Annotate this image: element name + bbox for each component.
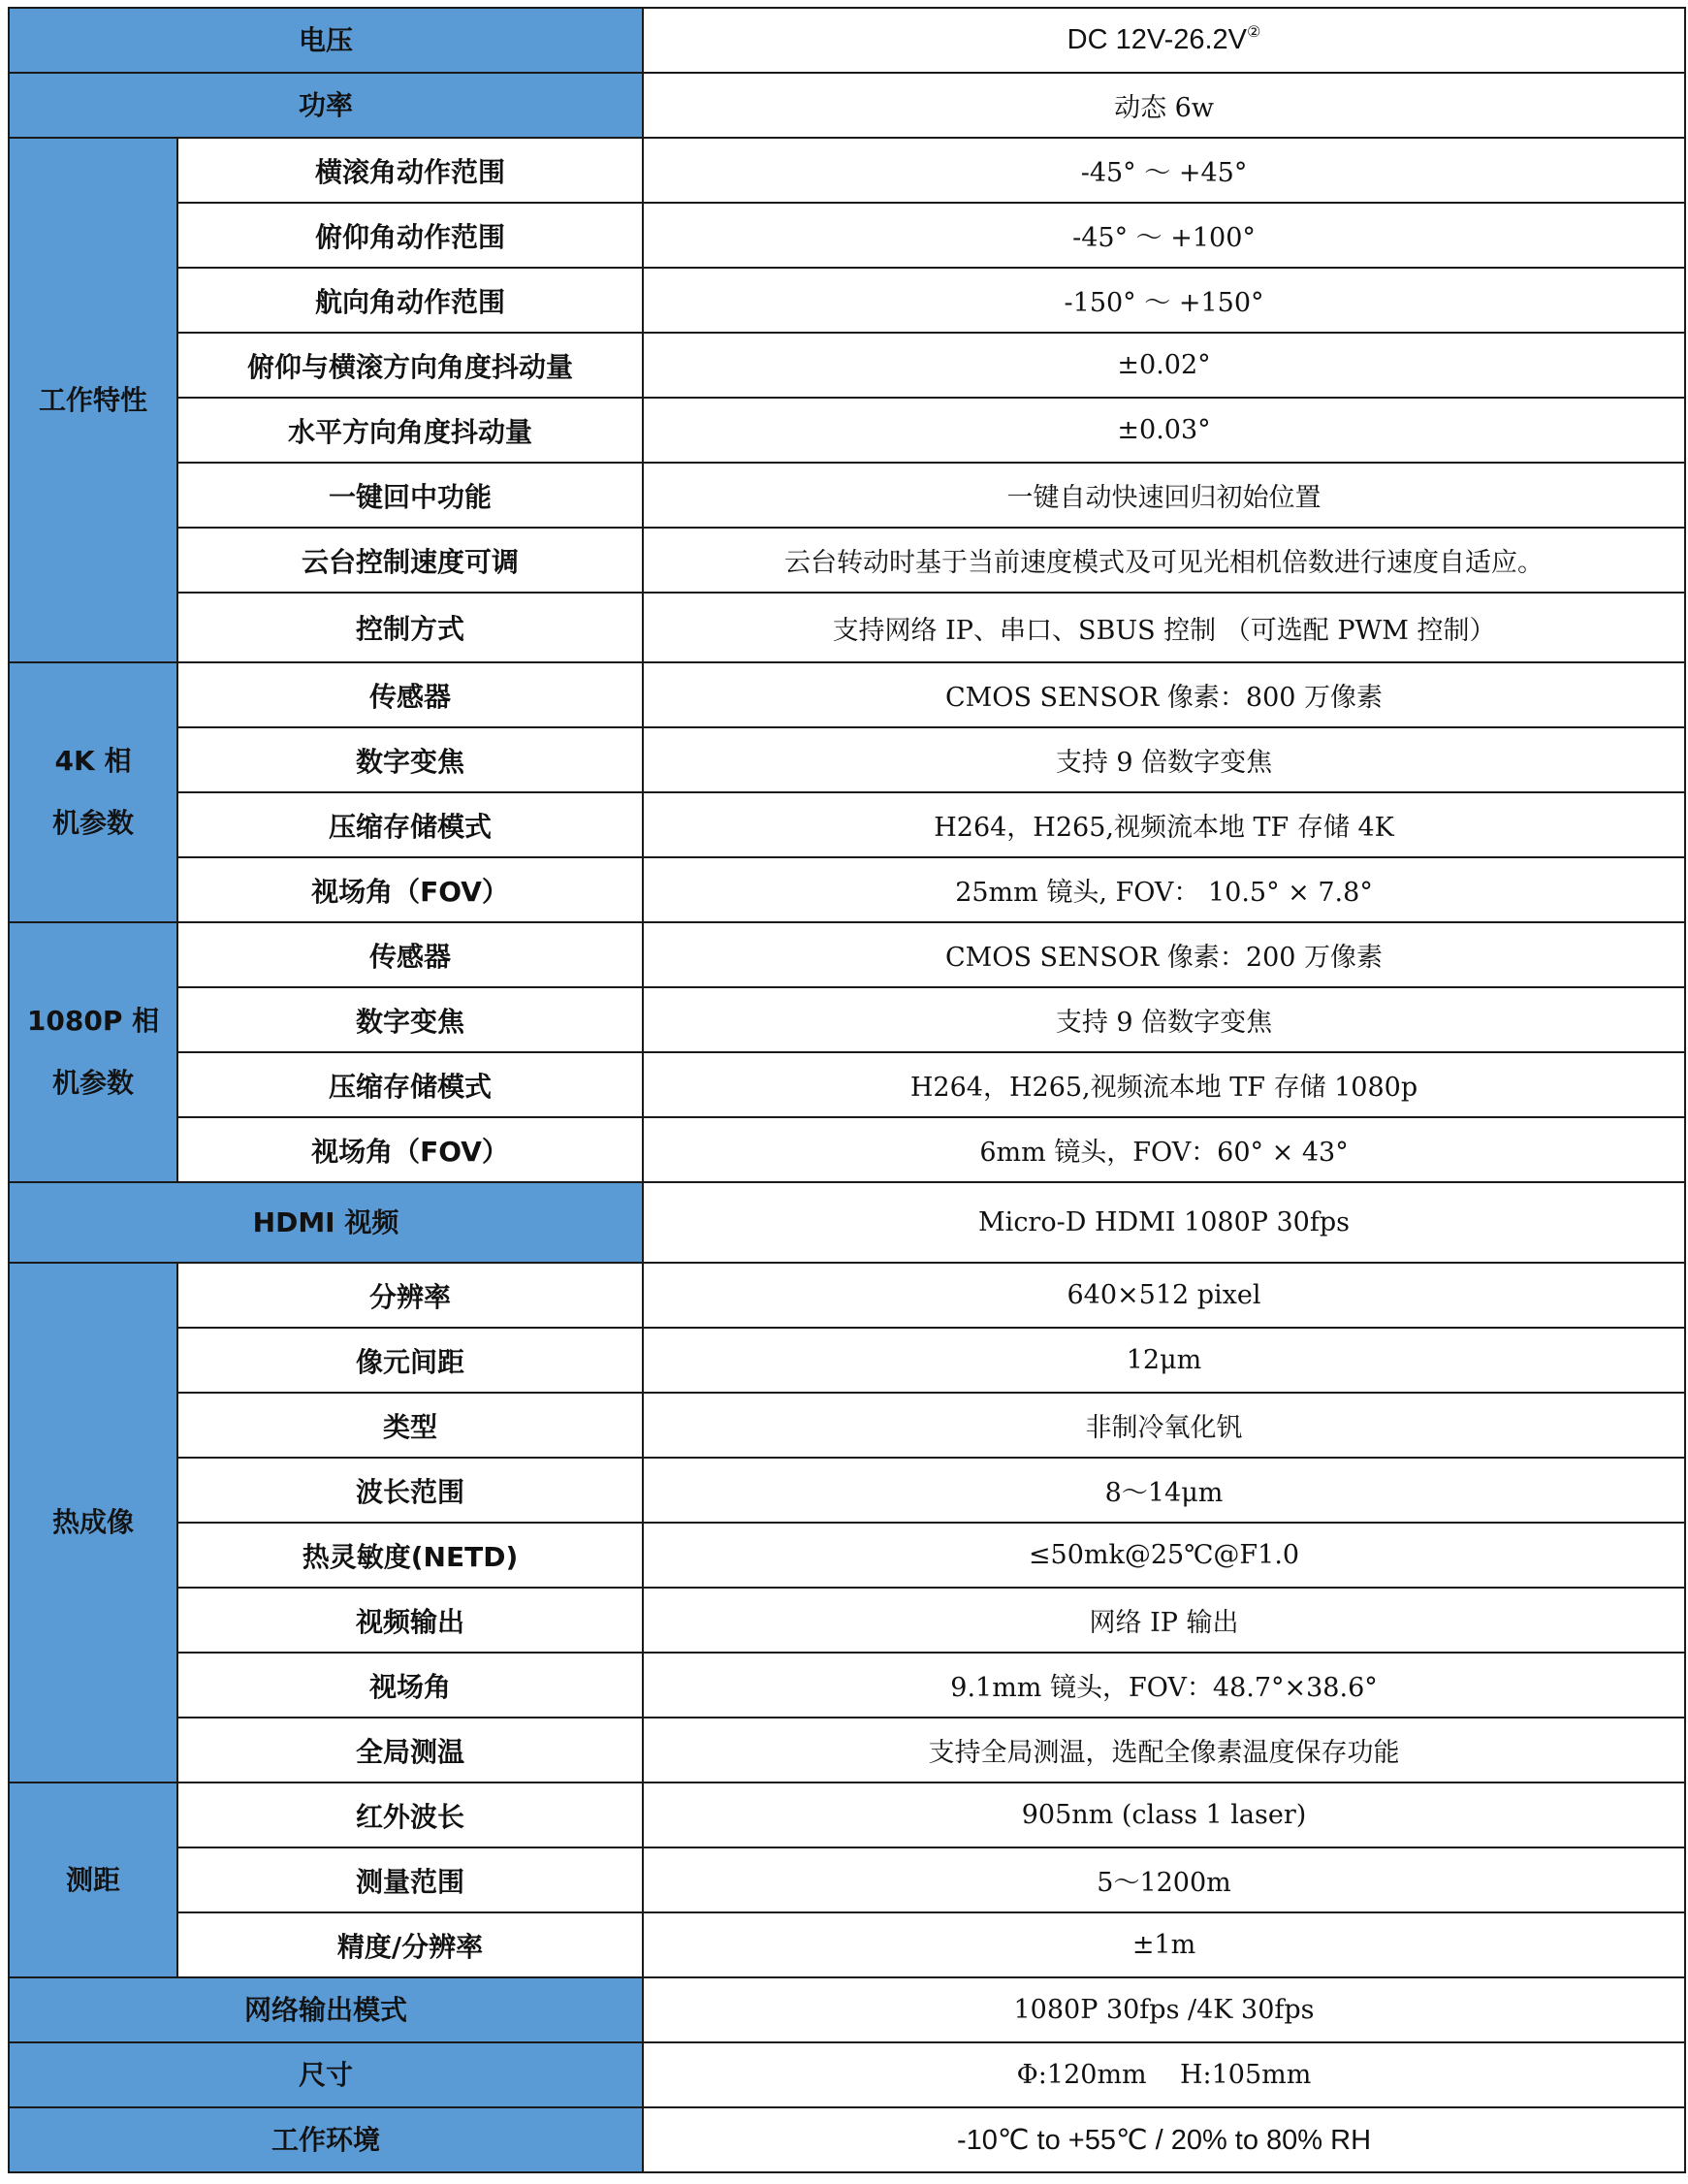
row-work-7 <box>9 593 1685 662</box>
cam4k-label-0: 传感器 <box>177 662 643 727</box>
ranging-value-0: 905nm (class 1 laser) <box>643 1783 1685 1847</box>
work-value-6: 云台转动时基于当前速度模式及可见光相机倍数进行速度自适应。 <box>643 528 1685 593</box>
row-cam4k-2 <box>9 792 1685 857</box>
work-label-7: 控制方式 <box>177 593 643 662</box>
cam1080-category <box>9 922 177 1182</box>
cam4k-label-2: 压缩存储模式 <box>177 792 643 857</box>
row-hdmi <box>9 1182 1685 1263</box>
cam4k-value-0: CMOS SENSOR 像素：800 万像素 <box>643 662 1685 727</box>
cam1080-label-3: 视场角（FOV） <box>177 1117 643 1182</box>
row-thermal-2 <box>9 1393 1685 1458</box>
voltage-footnote: ② <box>1247 24 1261 41</box>
ranging-label-0: 红外波长 <box>177 1783 643 1847</box>
network-value: 1080P 30fps /4K 30fps <box>643 1977 1685 2042</box>
row-work-4 <box>9 398 1685 463</box>
work-value-2: -150° ～ +150° <box>643 268 1685 333</box>
cam1080-category-line1: 1080P 相 <box>26 1005 160 1037</box>
cam1080-label-1: 数字变焦 <box>177 987 643 1052</box>
hdmi-label: HDMI 视频 <box>9 1182 643 1263</box>
cam4k-value-1: 支持 9 倍数字变焦 <box>643 727 1685 792</box>
thermal-value-5: 网络 IP 输出 <box>643 1588 1685 1653</box>
ranging-label-2: 精度/分辨率 <box>177 1912 643 1977</box>
row-cam4k-1 <box>9 727 1685 792</box>
cam1080-label-2: 压缩存储模式 <box>177 1052 643 1117</box>
row-cam4k-0 <box>9 662 1685 727</box>
work-label-4: 水平方向角度抖动量 <box>177 398 643 463</box>
row-work-2 <box>9 268 1685 333</box>
row-work-3 <box>9 333 1685 398</box>
cam4k-category-line2: 机参数 <box>51 807 134 839</box>
thermal-value-1: 12μm <box>643 1328 1685 1393</box>
size-label: 尺寸 <box>9 2042 643 2107</box>
work-value-4: ±0.03° <box>643 398 1685 463</box>
work-label-3: 俯仰与横滚方向角度抖动量 <box>177 333 643 398</box>
row-cam1080-1 <box>9 987 1685 1052</box>
row-thermal-3 <box>9 1458 1685 1523</box>
row-cam1080-0 <box>9 922 1685 987</box>
row-thermal-5 <box>9 1588 1685 1653</box>
size-value: Φ:120mm H:105mm <box>643 2042 1685 2107</box>
thermal-label-2: 类型 <box>177 1393 643 1458</box>
row-work-0 <box>9 138 1685 203</box>
work-label-5: 一键回中功能 <box>177 463 643 528</box>
cam1080-value-3: 6mm 镜头，FOV：60° × 43° <box>643 1117 1685 1182</box>
voltage-value-text: DC 12V-26.2V <box>1067 24 1248 55</box>
thermal-value-0: 640×512 pixel <box>643 1263 1685 1328</box>
thermal-label-7: 全局测温 <box>177 1718 643 1783</box>
power-value: 动态 6w <box>643 73 1685 138</box>
hdmi-value: Micro-D HDMI 1080P 30fps <box>643 1182 1685 1263</box>
thermal-category: 热成像 <box>9 1263 177 1783</box>
network-label: 网络输出模式 <box>9 1977 643 2042</box>
row-ranging-0 <box>9 1783 1685 1847</box>
row-environment <box>9 2107 1685 2172</box>
row-ranging-2 <box>9 1912 1685 1977</box>
work-value-5: 一键自动快速回归初始位置 <box>643 463 1685 528</box>
row-ranging-1 <box>9 1847 1685 1912</box>
environment-label: 工作环境 <box>9 2107 643 2172</box>
ranging-value-1: 5～1200m <box>643 1847 1685 1912</box>
cam4k-value-3: 25mm 镜头, FOV： 10.5° × 7.8° <box>643 857 1685 922</box>
row-cam1080-3 <box>9 1117 1685 1182</box>
row-network <box>9 1977 1685 2042</box>
row-thermal-1 <box>9 1328 1685 1393</box>
work-label-1: 俯仰角动作范围 <box>177 203 643 268</box>
thermal-label-6: 视场角 <box>177 1653 643 1718</box>
voltage-label: 电压 <box>9 8 643 73</box>
power-label: 功率 <box>9 73 643 138</box>
cam1080-value-2: H264，H265,视频流本地 TF 存储 1080p <box>643 1052 1685 1117</box>
row-voltage <box>9 8 1685 73</box>
thermal-value-4: ≤50mk@25℃@F1.0 <box>643 1523 1685 1588</box>
row-power <box>9 73 1685 138</box>
work-label-0: 横滚角动作范围 <box>177 138 643 203</box>
work-value-3: ±0.02° <box>643 333 1685 398</box>
row-thermal-6 <box>9 1653 1685 1718</box>
row-cam1080-2 <box>9 1052 1685 1117</box>
cam4k-category-line1: 4K 相 <box>54 745 132 777</box>
cam1080-value-1: 支持 9 倍数字变焦 <box>643 987 1685 1052</box>
spec-table <box>8 7 1686 2173</box>
thermal-value-3: 8～14μm <box>643 1458 1685 1523</box>
row-thermal-0 <box>9 1263 1685 1328</box>
work-label-2: 航向角动作范围 <box>177 268 643 333</box>
row-thermal-4 <box>9 1523 1685 1588</box>
thermal-label-3: 波长范围 <box>177 1458 643 1523</box>
work-label-6: 云台控制速度可调 <box>177 528 643 593</box>
cam1080-category-line2: 机参数 <box>51 1067 134 1099</box>
thermal-label-1: 像元间距 <box>177 1328 643 1393</box>
thermal-label-4: 热灵敏度(NETD) <box>177 1523 643 1588</box>
ranging-value-2: ±1m <box>643 1912 1685 1977</box>
cam4k-label-3: 视场角（FOV） <box>177 857 643 922</box>
thermal-value-2: 非制冷氧化钒 <box>643 1393 1685 1458</box>
environment-value: -10℃ to +55℃ / 20% to 80% RH <box>643 2107 1685 2172</box>
row-size <box>9 2042 1685 2107</box>
voltage-value <box>643 8 1685 73</box>
cam1080-value-0: CMOS SENSOR 像素：200 万像素 <box>643 922 1685 987</box>
cam1080-label-0: 传感器 <box>177 922 643 987</box>
row-thermal-7 <box>9 1718 1685 1783</box>
row-work-1 <box>9 203 1685 268</box>
work-category: 工作特性 <box>9 138 177 662</box>
thermal-label-0: 分辨率 <box>177 1263 643 1328</box>
ranging-label-1: 测量范围 <box>177 1847 643 1912</box>
cam4k-label-1: 数字变焦 <box>177 727 643 792</box>
work-value-1: -45° ～ +100° <box>643 203 1685 268</box>
work-value-0: -45° ～ +45° <box>643 138 1685 203</box>
cam4k-category <box>9 662 177 922</box>
row-work-5 <box>9 463 1685 528</box>
ranging-category: 测距 <box>9 1783 177 1977</box>
work-value-7: 支持网络 IP、串口、SBUS 控制 （可选配 PWM 控制） <box>643 593 1685 662</box>
row-cam4k-3 <box>9 857 1685 922</box>
thermal-value-7: 支持全局测温，选配全像素温度保存功能 <box>643 1718 1685 1783</box>
cam4k-value-2: H264，H265,视频流本地 TF 存储 4K <box>643 792 1685 857</box>
thermal-label-5: 视频输出 <box>177 1588 643 1653</box>
row-work-6 <box>9 528 1685 593</box>
thermal-value-6: 9.1mm 镜头，FOV：48.7°×38.6° <box>643 1653 1685 1718</box>
